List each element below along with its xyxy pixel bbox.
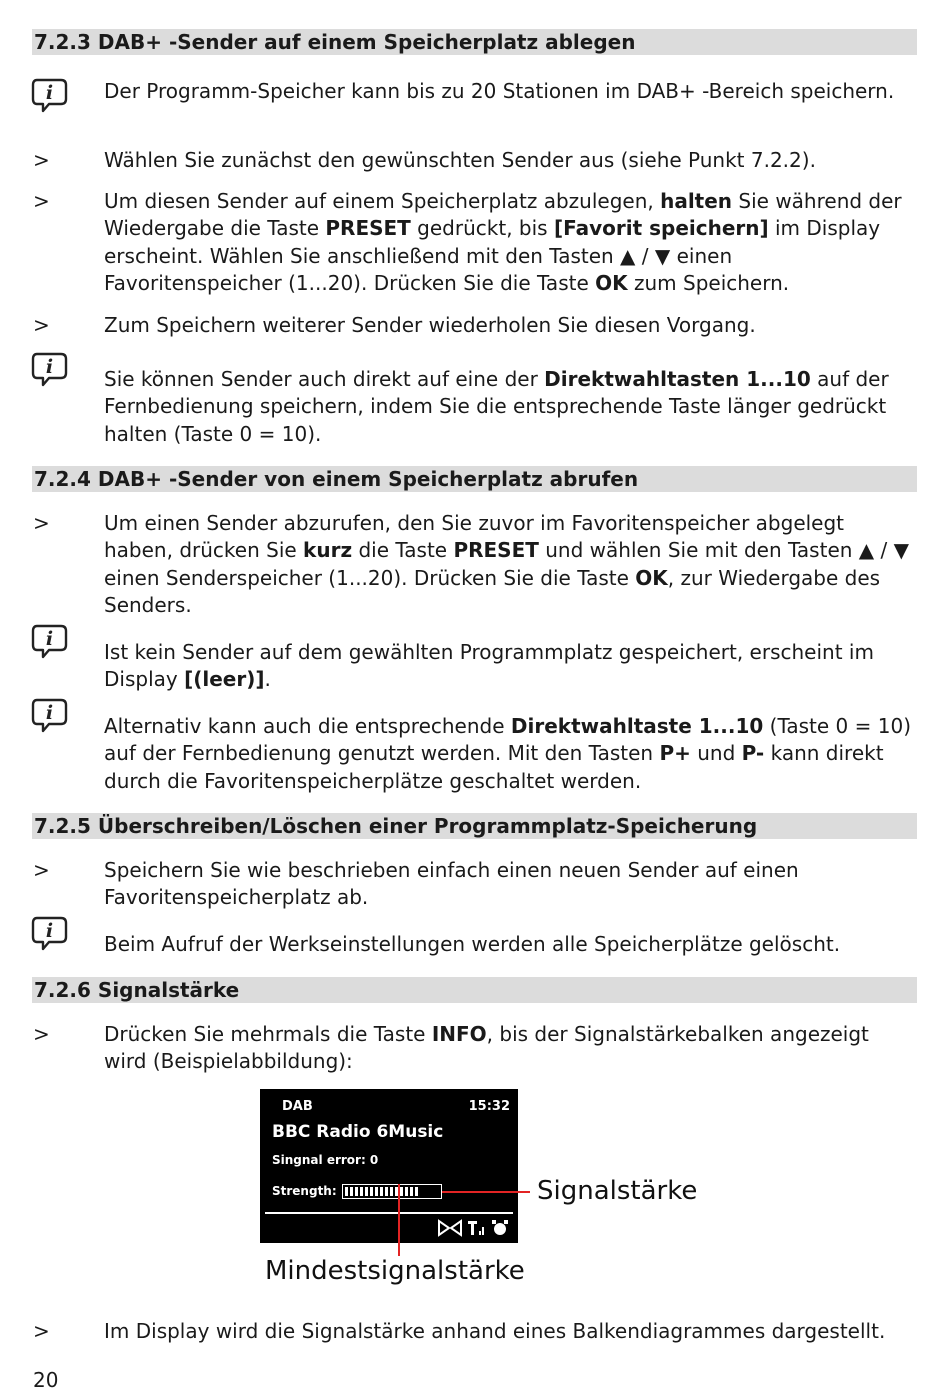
- body-text: Sie während der Wiedergabe die Taste: [104, 189, 902, 241]
- body-text: Zum Speichern weiterer Sender wiederholen Sie diesen Vorgang.: [104, 313, 756, 337]
- body-text: (Taste 0 = 10) auf der Fernbedienung genutzt werden. Mit den Tasten: [104, 714, 911, 766]
- svg-text:i: i: [45, 920, 54, 942]
- body-text: zum Speichern.: [627, 271, 790, 296]
- section-heading: 7.2.5 Überschreiben/Löschen einer Programmplatz-Speicherung: [32, 813, 917, 839]
- minimum-callout-label: Mindestsignalstärke: [265, 1256, 525, 1286]
- emphasis-text: P-: [741, 741, 765, 766]
- page-number: 20: [33, 1368, 59, 1392]
- body-text: Beim Aufruf der Werkseinstellungen werden alle Speicherplätze gelöscht.: [104, 932, 841, 956]
- emphasis-text: PRESET: [325, 216, 411, 241]
- body-text: gedrückt, bis: [410, 216, 554, 241]
- body-text: im Display erscheint. Wählen Sie anschließend mit den Tasten ▲ / ▼ einen Favoritenspeicher (1...20). Drücken Sie die Taste: [104, 216, 881, 296]
- emphasis-text: P+: [659, 741, 691, 766]
- body-text: .: [264, 667, 271, 692]
- display-time: 15:32: [468, 1099, 510, 1114]
- emphasis-text: kurz: [303, 538, 353, 563]
- body-text: Der Programm-Speicher kann bis zu 20 Stationen im DAB+ -Bereich speichern.: [104, 79, 895, 103]
- body-text: kann direkt durch die Favoritenspeicherplätze geschaltet werden.: [104, 741, 884, 793]
- display-strength-label: Strength:: [272, 1184, 337, 1198]
- display-error: Singnal error: 0: [272, 1153, 379, 1167]
- emphasis-text: [(leer)]: [184, 667, 265, 692]
- body-text: Speichern Sie wie beschrieben einfach einen neuen Sender auf einen Favoritenspeicherplatz ab.: [104, 858, 799, 910]
- display-mode: DAB: [282, 1099, 313, 1114]
- emphasis-text: PRESET: [453, 538, 539, 563]
- display-station: BBC Radio 6Music: [272, 1122, 444, 1142]
- section-heading: 7.2.3 DAB+ -Sender auf einem Speicherplatz ablegen: [32, 29, 917, 55]
- body-text: Um diesen Sender auf einem Speicherplatz abzulegen,: [104, 189, 661, 213]
- emphasis-text: OK: [595, 271, 628, 296]
- emphasis-text: [Favorit speichern]: [553, 216, 769, 241]
- bullet-marker: >: [33, 1319, 50, 1343]
- emphasis-text: INFO: [431, 1022, 487, 1046]
- section-heading: 7.2.4 DAB+ -Sender von einem Speicherplatz abrufen: [32, 466, 917, 492]
- body-text: und wählen Sie mit den Tasten ▲ / ▼ einen Senderspeicher (1...20). Drücken Sie die Taste: [104, 538, 909, 590]
- emphasis-text: halten: [660, 189, 733, 213]
- body-text: Um einen Sender abzurufen, den Sie zuvor im Favoritenspeicher abgelegt haben, drücken Sie: [104, 511, 845, 563]
- body-text: die Taste: [352, 538, 454, 563]
- svg-text:i: i: [45, 356, 54, 378]
- body-text: , bis der Signalstärkebalken angezeigt wird (Beispielabbildung):: [104, 1022, 869, 1074]
- emphasis-text: Direktwahltaste 1...10: [510, 714, 764, 738]
- body-text: Wählen Sie zunächst den gewünschten Sender aus (siehe Punkt 7.2.2).: [104, 148, 816, 172]
- emphasis-text: OK: [635, 565, 668, 590]
- body-text: auf der Fernbedienung speichern, indem Sie die entsprechende Taste länger gedrückt halten (Taste 0 = 10).: [104, 367, 889, 446]
- signal-callout-label: Signalstärke: [537, 1176, 698, 1206]
- emphasis-text: Direktwahltasten 1...10: [544, 367, 811, 391]
- bullet-marker: >: [33, 148, 50, 172]
- bullet-marker: >: [33, 1022, 50, 1046]
- body-text: , zur Wiedergabe des Senders.: [104, 565, 881, 618]
- svg-text:i: i: [45, 702, 54, 724]
- bullet-marker: >: [33, 189, 50, 213]
- bullet-marker: >: [33, 858, 50, 882]
- bullet-marker: >: [33, 313, 50, 337]
- body-text: Im Display wird die Signalstärke anhand eines Balkendiagrammes dargestellt.: [104, 1319, 886, 1343]
- body-text: Drücken Sie mehrmals die Taste: [104, 1022, 432, 1046]
- body-text: und: [690, 741, 742, 766]
- svg-text:i: i: [45, 82, 54, 104]
- svg-text:i: i: [45, 628, 54, 650]
- section-heading: 7.2.6 Signalstärke: [32, 977, 917, 1003]
- body-text: Alternativ kann auch die entsprechende: [104, 714, 511, 738]
- bullet-marker: >: [33, 511, 50, 535]
- body-text: Ist kein Sender auf dem gewählten Programmplatz gespeichert, erscheint im Display: [104, 640, 874, 692]
- body-text: Sie können Sender auch direkt auf eine der: [104, 367, 545, 391]
